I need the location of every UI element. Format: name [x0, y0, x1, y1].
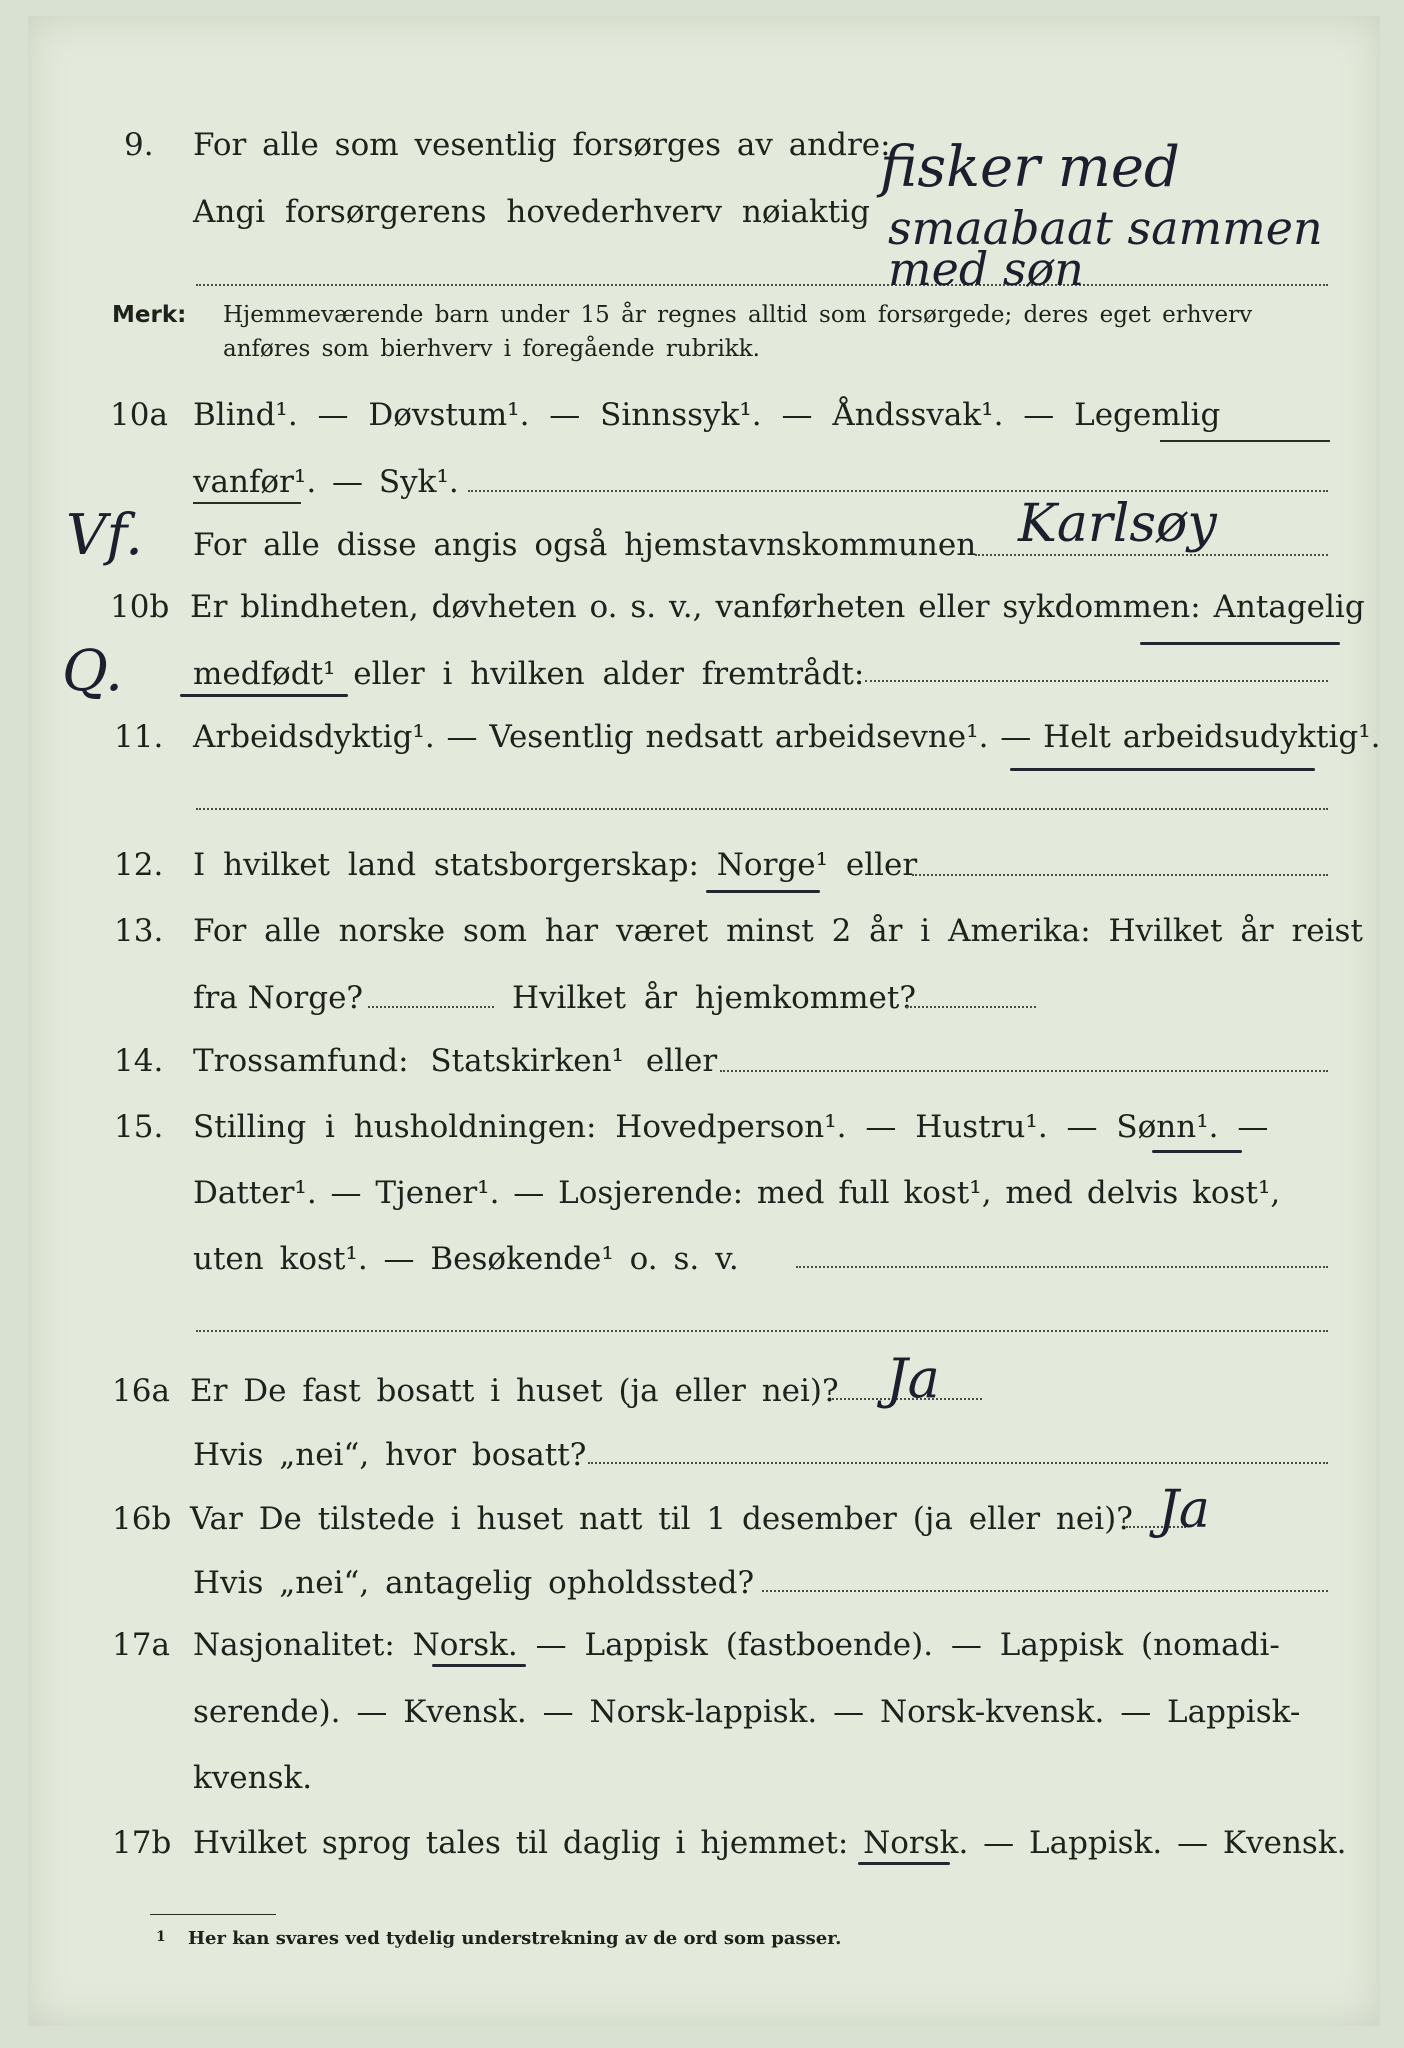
q10b-underline-antagelig [1140, 642, 1340, 645]
q13-line2b: Hvilket år hjemkommet? [512, 980, 916, 1016]
q13-number: 13. [114, 913, 164, 949]
q10b-underline-medfodt [180, 694, 348, 697]
merk-line1: Hjemmeværende barn under 15 år regnes alltid som forsørgede; deres eget erhverv [223, 302, 1253, 328]
q10b-number: 10b [110, 589, 170, 625]
q15-answer-line1 [796, 1266, 1328, 1268]
q15-line3: uten kost¹. — Besøkende¹ o. s. v. [193, 1241, 739, 1277]
q11-answer-line [196, 808, 1328, 810]
q16b-opholdssted-line [762, 1590, 1328, 1592]
q12-answer-line [912, 874, 1328, 876]
q10a-answer: Karlsøy [1018, 494, 1217, 554]
q10b-answer-line [865, 680, 1328, 682]
q17a-line2: serende). — Kvensk. — Norsk-lappisk. — Norsk-kvensk. — Lappisk- [193, 1694, 1301, 1730]
q9-line1: For alle som vesentlig forsørges av andre: [193, 127, 891, 163]
q10b-margin-mark: Q. [62, 639, 123, 704]
q13-line2a: fra Norge? [193, 980, 364, 1016]
q17b-underline-norsk [858, 1862, 950, 1865]
merk-label: Merk: [112, 302, 187, 328]
footnote-text: Her kan svares ved tydelig understrekning av de ord som passer. [188, 1928, 842, 1949]
q17a-line1: Nasjonalitet: Norsk. — Lappisk (fastboende). — Lappisk (nomadi- [193, 1627, 1280, 1663]
q9-answer-line1: fisker med [880, 135, 1180, 200]
q12-number: 12. [114, 847, 164, 883]
q15-answer-line2 [196, 1330, 1328, 1332]
q14-line1: Trossamfund: Statskirken¹ eller [193, 1043, 718, 1079]
footnote-rule [150, 1914, 276, 1915]
q10a-margin-mark: Vf. [66, 503, 143, 568]
q10a-number: 10a [110, 397, 168, 433]
q17a-line3: kvensk. [193, 1760, 313, 1796]
q10a-answer-line [975, 554, 1328, 556]
q10a-line2: vanfør¹. — Syk¹. [193, 464, 459, 500]
q14-number: 14. [114, 1043, 164, 1079]
q17a-number: 17a [112, 1627, 170, 1663]
q9-answer-line3: med søn [888, 242, 1084, 296]
merk-line2: anføres som bierhverv i foregående rubrikk. [223, 336, 760, 362]
q9-answer-line [196, 284, 1328, 286]
q11-underline-helt-arbeidsudyktig [1010, 768, 1315, 771]
q15-line2: Datter¹. — Tjener¹. — Losjerende: med full kost¹, med delvis kost¹, [193, 1175, 1281, 1211]
q17b-line1: Hvilket sprog tales til daglig i hjemmet: Norsk. — Lappisk. — Kvensk. [193, 1825, 1347, 1861]
q12-line1: I hvilket land statsborgerskap: Norge¹ eller [193, 847, 918, 883]
q15-number: 15. [114, 1109, 164, 1145]
q11-line1: Arbeidsdyktig¹. — Vesentlig nedsatt arbeidsevne¹. — Helt arbeidsudyktig¹. [193, 719, 1381, 755]
q17a-underline-norsk [432, 1664, 526, 1667]
q16b-answer: Ja [1158, 1480, 1210, 1540]
q16b-line1: Var De tilstede i huset natt til 1 desember (ja eller nei)? [190, 1501, 1133, 1537]
q9-line2: Angi forsørgerens hovederhverv nøiaktig [193, 194, 870, 230]
q16a-line1: Er De fast bosatt i huset (ja eller nei)? [190, 1373, 839, 1409]
footnote-mark: 1 [156, 1929, 166, 1945]
q16a-bosatt-line [588, 1462, 1328, 1464]
q10a-underline-legemlig [1160, 440, 1330, 442]
q13-left-line [368, 1006, 494, 1008]
q9-number: 9. [124, 127, 154, 163]
q16a-answer: Ja [886, 1347, 940, 1410]
q17b-number: 17b [112, 1825, 172, 1861]
q10a-underline-vanfor [193, 502, 301, 504]
q14-answer-line [720, 1070, 1328, 1072]
q16a-number: 16a [112, 1373, 170, 1409]
q15-underline-sonn [1152, 1150, 1242, 1153]
q16b-number: 16b [112, 1501, 172, 1537]
q9-answer-line2: smaabaat sammen [888, 201, 1323, 255]
q11-number: 11. [114, 719, 164, 755]
q16a-line2: Hvis „nei“, hvor bosatt? [193, 1437, 587, 1473]
q10a-line3: For alle disse angis også hjemstavnskommunen [193, 527, 977, 563]
q10b-line1: Er blindheten, døvheten o. s. v., vanførheten eller sykdommen: Antagelig [190, 589, 1365, 625]
q10a-line2-dots [468, 490, 1328, 492]
q13-right-line [906, 1006, 1036, 1008]
q12-underline-norge [706, 890, 820, 893]
q10b-line2: medfødt¹ eller i hvilken alder fremtrådt: [193, 656, 865, 692]
q10a-line1: Blind¹. — Døvstum¹. — Sinnssyk¹. — Åndssvak¹. — Legemlig [193, 397, 1221, 433]
q13-line1: For alle norske som har været minst 2 år i Amerika: Hvilket år reist [193, 913, 1363, 949]
q15-line1: Stilling i husholdningen: Hovedperson¹. — Hustru¹. — Sønn¹. — [193, 1109, 1269, 1145]
q16b-line2: Hvis „nei“, antagelig opholdssted? [193, 1565, 755, 1601]
